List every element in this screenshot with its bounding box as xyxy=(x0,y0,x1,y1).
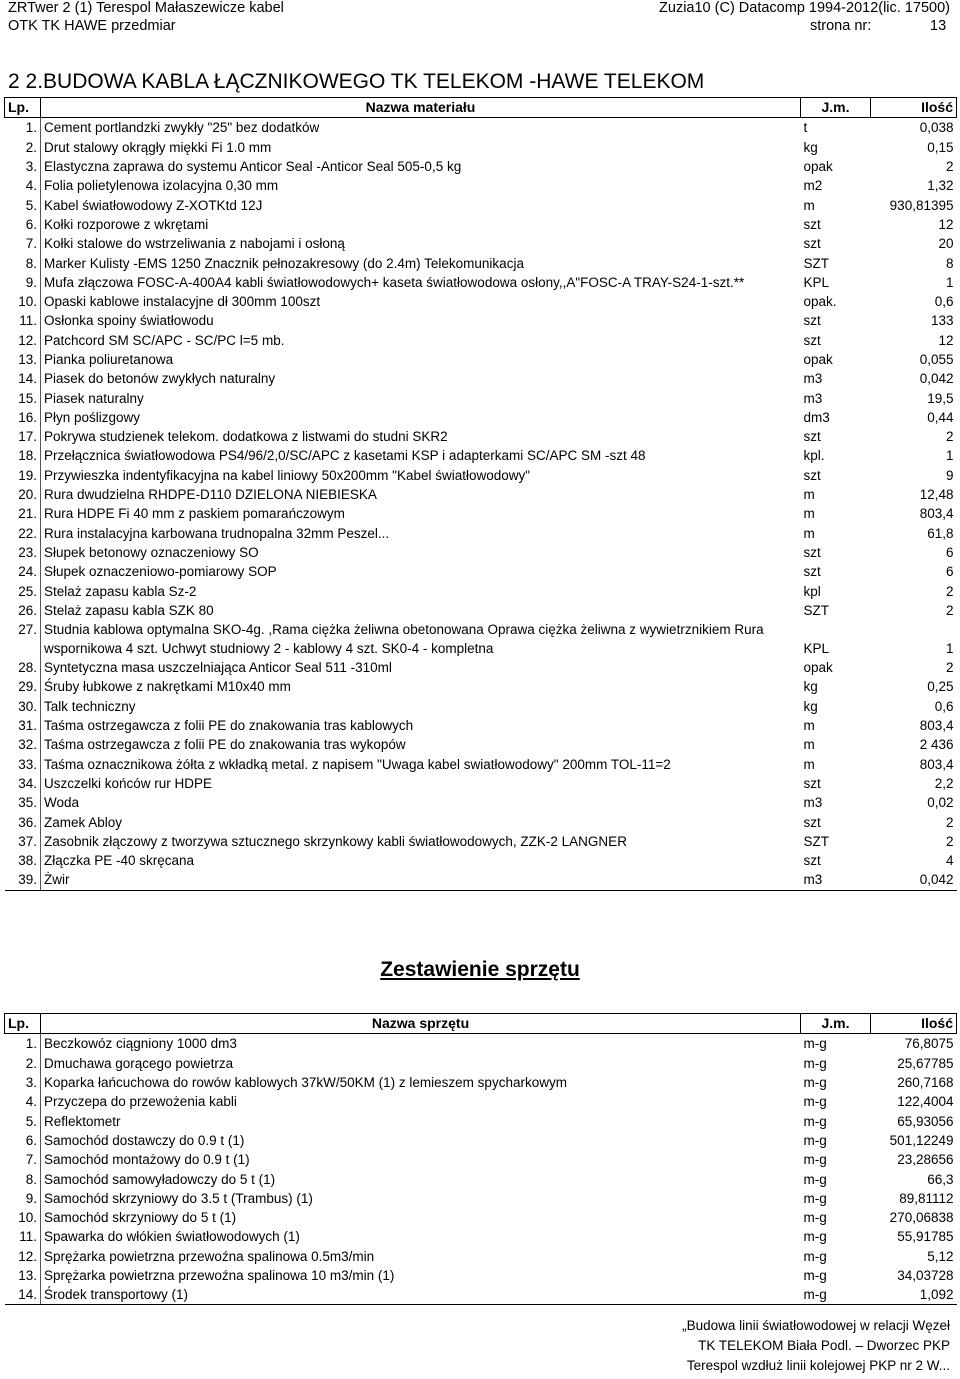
row-number: 22. xyxy=(5,524,41,543)
item-quantity: 6 xyxy=(945,544,954,560)
item-quantity: 25,67785 xyxy=(897,1055,954,1071)
item-quantity: 76,8075 xyxy=(904,1036,954,1052)
item-name: Zasobnik złączowy z tworzywa sztucznego skrzynkowy kabli światłowodowych, ZZK-2 LANGNER xyxy=(44,833,627,849)
item-quantity: 1 xyxy=(945,641,954,657)
item-quantity: 2 xyxy=(945,159,954,175)
header-document-name: OTK TK HAWE przedmiar xyxy=(8,18,176,34)
row-number: 5. xyxy=(5,1111,41,1130)
item-unit: t xyxy=(803,120,808,136)
item-name: Patchcord SM SC/APC - SC/PC l=5 mb. xyxy=(44,332,285,348)
item-name: Kołki rozporowe z wkrętami xyxy=(44,216,209,232)
table-row xyxy=(5,1092,957,1111)
item-unit: szt xyxy=(803,236,821,252)
row-number: 15. xyxy=(5,388,41,407)
item-name: Samochód montażowy do 0.9 t (1) xyxy=(44,1152,250,1168)
equipment-table xyxy=(4,1013,957,1305)
item-unit: m-g xyxy=(803,1229,827,1245)
item-unit: m-g xyxy=(803,1055,827,1071)
item-unit: SZT xyxy=(803,255,829,271)
row-number: 26. xyxy=(5,601,41,620)
item-unit: m xyxy=(803,506,815,522)
item-unit: kpl xyxy=(803,583,821,599)
table-row xyxy=(5,1131,957,1150)
footer-line-1: „Budowa linii światłowodowej w relacji Węzeł xyxy=(682,1318,950,1333)
item-quantity: 65,93056 xyxy=(897,1113,954,1129)
row-number: 27. xyxy=(5,620,41,658)
item-quantity: 23,28656 xyxy=(897,1152,954,1168)
row-number: 31. xyxy=(5,716,41,735)
item-unit: dm3 xyxy=(803,409,830,425)
item-unit: KPL xyxy=(803,641,830,657)
table-row xyxy=(5,215,957,234)
row-number: 1. xyxy=(5,118,41,138)
row-number: 37. xyxy=(5,832,41,851)
item-name: Taśma ostrzegawcza z folii PE do znakowania tras kablowych xyxy=(44,718,414,734)
item-unit: m xyxy=(803,718,815,734)
table-row xyxy=(5,118,957,138)
item-name: Kabel światłowodowy Z-XOTKtd 12J xyxy=(44,197,263,213)
item-quantity: 12,48 xyxy=(919,487,954,503)
item-name: Samochód dostawczy do 0.9 t (1) xyxy=(44,1132,245,1148)
item-unit: opak xyxy=(803,352,833,367)
row-number: 3. xyxy=(5,157,41,176)
table-row xyxy=(5,677,957,696)
item-name: Pokrywa studzienek telekom. dodatkowa z listwami do studni SKR2 xyxy=(44,429,448,445)
column-header-unit: J.m. xyxy=(801,1014,871,1034)
item-quantity: 20 xyxy=(938,236,954,252)
item-name: Rura dwudzielna RHDPE-D110 DZIELONA NIEBIESKA xyxy=(44,487,377,503)
table-row xyxy=(5,273,957,292)
column-header-name: Nazwa sprzętu xyxy=(41,1014,801,1034)
column-header-lp: Lp. xyxy=(5,98,41,118)
section-title: 2 2.BUDOWA KABLA ŁĄCZNIKOWEGO TK TELEKOM -HAWE TELEKOM xyxy=(8,70,705,93)
item-name: Osłonka spoiny światłowodu xyxy=(44,313,214,329)
footer-line-2: TK TELEKOM Biała Podl. – Dworzec PKP xyxy=(698,1338,950,1353)
item-quantity: 0,6 xyxy=(934,294,954,310)
table-row xyxy=(5,1266,957,1285)
item-quantity: 0,042 xyxy=(919,371,954,387)
item-unit: szt xyxy=(803,853,821,869)
item-name: Cement portlandzki zwykły "25" bez dodatków xyxy=(44,120,320,136)
item-name: Przełącznica światłowodowa PS4/96/2,0/SC/APC z kasetami KSP i adapterkami SC/APC SM -szt 48 xyxy=(44,448,646,464)
item-name: Studnia kablowa optymalna SKO-4g. ,Rama ciężka żeliwna obetonowana Oprawa ciężka żeliwna z wywietrznikiem Rura wspornikowa 4 szt. Uchwyt studniowy 2 - kablowy 4 szt. SK0-4 - kompletna xyxy=(44,622,764,657)
item-quantity: 1 xyxy=(945,448,954,464)
item-quantity: 803,4 xyxy=(919,718,954,734)
item-quantity: 0,02 xyxy=(927,795,954,811)
table-row xyxy=(5,1150,957,1169)
item-name: Drut stalowy okrągły miękki Fi 1.0 mm xyxy=(44,139,272,155)
item-unit: m xyxy=(803,197,815,213)
item-name: Opaski kablowe instalacyjne dł 300mm 100szt xyxy=(44,294,321,310)
item-unit: m xyxy=(803,737,815,753)
item-quantity: 0,042 xyxy=(871,870,957,890)
item-quantity: 55,91785 xyxy=(897,1229,954,1245)
table-row xyxy=(5,581,957,600)
row-number: 36. xyxy=(5,812,41,831)
item-quantity: 9 xyxy=(945,467,954,483)
item-name: Folia polietylenowa izolacyjna 0,30 mm xyxy=(44,178,279,194)
row-number: 34. xyxy=(5,774,41,793)
item-unit: m-g xyxy=(803,1113,827,1129)
row-number: 6. xyxy=(5,215,41,234)
item-name: Złączka PE -40 skręcana xyxy=(44,853,195,869)
row-number: 25. xyxy=(5,581,41,600)
item-name: Płyn poślizgowy xyxy=(44,409,141,425)
item-unit: SZT xyxy=(803,602,829,618)
row-number: 39. xyxy=(5,870,41,890)
row-number: 6. xyxy=(5,1131,41,1150)
item-quantity: 1,092 xyxy=(871,1285,957,1305)
row-number: 1. xyxy=(5,1034,41,1054)
item-unit: m3 xyxy=(803,795,823,811)
item-unit: m-g xyxy=(803,1171,827,1187)
item-name: Kołki stalowe do wstrzeliwania z nabojami i osłoną xyxy=(44,236,345,252)
item-quantity: 5,12 xyxy=(927,1248,954,1264)
table-row xyxy=(5,388,957,407)
item-name: Śruby łubkowe z nakrętkami M10x40 mm xyxy=(44,679,291,695)
row-number: 29. xyxy=(5,677,41,696)
table-row xyxy=(5,1073,957,1092)
table-row xyxy=(5,735,957,754)
table-row xyxy=(5,234,957,253)
header-page-label: strona nr: xyxy=(810,18,872,34)
table-row xyxy=(5,1189,957,1208)
item-name: Talk techniczny xyxy=(44,698,136,714)
item-quantity: 2 xyxy=(945,602,954,618)
item-unit: kpl. xyxy=(803,448,825,464)
item-quantity: 803,4 xyxy=(919,756,954,772)
row-number: 12. xyxy=(5,331,41,350)
item-quantity: 133 xyxy=(930,313,954,329)
table-row xyxy=(5,446,957,465)
item-quantity: 2 xyxy=(945,833,954,849)
row-number: 4. xyxy=(5,1092,41,1111)
item-unit: szt xyxy=(803,564,821,580)
item-name: Taśma oznacznikowa żółta z wkładką metal. z napisem "Uwaga kabel swiatłowodowy" 200mm TOL-11=2 xyxy=(44,756,671,772)
item-name: Samochód skrzyniowy do 3.5 t (Trambus) (1) xyxy=(44,1190,313,1206)
table-row xyxy=(5,427,957,446)
item-unit: m-g xyxy=(801,1285,871,1305)
item-quantity: 12 xyxy=(938,216,954,232)
item-unit: szt xyxy=(803,216,821,232)
item-name: Samochód samowyładowczy do 5 t (1) xyxy=(44,1171,276,1187)
table-row xyxy=(5,1034,957,1054)
table-row xyxy=(5,157,957,176)
row-number: 18. xyxy=(5,446,41,465)
item-quantity: 66,3 xyxy=(927,1171,954,1187)
row-number: 23. xyxy=(5,543,41,562)
row-number: 9. xyxy=(5,1189,41,1208)
row-number: 35. xyxy=(5,793,41,812)
item-name: Środek transportowy (1) xyxy=(41,1285,801,1305)
item-name: Elastyczna zaprawa do systemu Anticor Seal -Anticor Seal 505-0,5 kg xyxy=(44,159,462,175)
table-row xyxy=(5,253,957,272)
item-unit: szt xyxy=(803,332,821,348)
item-quantity: 122,4004 xyxy=(897,1094,954,1110)
row-number: 2. xyxy=(5,1054,41,1073)
table-row xyxy=(5,851,957,870)
item-name: Piasek do betonów zwykłych naturalny xyxy=(44,371,276,387)
item-unit: szt xyxy=(803,814,821,830)
item-name: Rura instalacyjna karbowana trudnopalna 32mm Peszel... xyxy=(44,525,390,541)
item-unit: m-g xyxy=(803,1094,827,1110)
table-row xyxy=(5,1169,957,1188)
item-quantity: 501,12249 xyxy=(889,1132,954,1148)
table-row xyxy=(5,331,957,350)
table-row xyxy=(5,562,957,581)
row-number: 24. xyxy=(5,562,41,581)
table-row xyxy=(5,408,957,427)
row-number: 7. xyxy=(5,1150,41,1169)
item-name: Przyczepa do przewożenia kabli xyxy=(44,1094,237,1110)
item-name: Słupek betonowy oznaczeniowy SO xyxy=(44,544,259,560)
column-header-lp: Lp. xyxy=(5,1014,41,1034)
table-row xyxy=(5,832,957,851)
item-unit: m-g xyxy=(803,1210,827,1226)
row-number: 28. xyxy=(5,658,41,677)
item-unit: m3 xyxy=(803,371,823,387)
equipment-title: Zestawienie sprzętu xyxy=(380,958,580,981)
row-number: 11. xyxy=(5,311,41,330)
item-unit: szt xyxy=(803,313,821,329)
row-number: 2. xyxy=(5,138,41,157)
table-row xyxy=(5,176,957,195)
item-quantity: 0,15 xyxy=(927,139,954,155)
item-quantity: 61,8 xyxy=(927,525,954,541)
table-row xyxy=(5,292,957,311)
table-row xyxy=(5,1111,957,1130)
table-row xyxy=(5,504,957,523)
item-unit: m-g xyxy=(803,1075,827,1091)
item-quantity: 12 xyxy=(938,332,954,348)
table-row xyxy=(5,1285,957,1305)
equipment-header-row xyxy=(5,1014,957,1034)
item-unit: m xyxy=(803,756,815,772)
item-quantity: 0,055 xyxy=(919,352,954,367)
item-name: Beczkowóz ciągniony 1000 dm3 xyxy=(44,1036,237,1052)
item-unit: kg xyxy=(803,679,818,695)
table-row xyxy=(5,601,957,620)
item-unit: m-g xyxy=(803,1190,827,1206)
item-name: Syntetyczna masa uszczelniająca Anticor Seal 511 -310ml xyxy=(44,660,392,676)
item-unit: m xyxy=(803,525,815,541)
item-quantity: 19,5 xyxy=(927,390,954,406)
item-name: Taśma ostrzegawcza z folii PE do znakowania tras wykopów xyxy=(44,737,406,753)
row-number: 12. xyxy=(5,1247,41,1266)
row-number: 14. xyxy=(5,1285,41,1305)
item-unit: m-g xyxy=(803,1152,827,1168)
item-quantity: 1 xyxy=(945,274,954,290)
item-unit: m xyxy=(803,487,815,503)
item-quantity: 0,038 xyxy=(919,120,954,136)
item-quantity: 270,06838 xyxy=(889,1210,954,1226)
item-name: Pianka poliuretanowa xyxy=(44,352,174,367)
row-number: 13. xyxy=(5,1266,41,1285)
item-name: Żwir xyxy=(41,870,801,890)
row-number: 30. xyxy=(5,697,41,716)
item-unit: m3 xyxy=(801,870,871,890)
row-number: 8. xyxy=(5,253,41,272)
row-number: 3. xyxy=(5,1073,41,1092)
row-number: 5. xyxy=(5,195,41,214)
item-quantity: 260,7168 xyxy=(897,1075,954,1091)
item-unit: m3 xyxy=(803,390,823,406)
item-name: Woda xyxy=(44,795,80,811)
item-quantity: 930,81395 xyxy=(889,197,954,213)
item-name: Koparka łańcuchowa do rowów kablowych 37kW/50KM (1) z lemieszem spycharkowym xyxy=(44,1075,567,1091)
item-quantity: 0,25 xyxy=(927,679,954,695)
item-name: Sprężarka powietrzna przewoźna spalinowa 10 m3/min (1) xyxy=(44,1268,395,1283)
item-name: Piasek naturalny xyxy=(44,390,144,406)
row-number: 8. xyxy=(5,1169,41,1188)
table-row xyxy=(5,138,957,157)
item-name: Przywieszka indentyfikacyjna na kabel liniowy 50x200mm "Kabel światłowodowy" xyxy=(44,467,531,483)
table-row xyxy=(5,1208,957,1227)
row-number: 38. xyxy=(5,851,41,870)
item-quantity: 2 xyxy=(945,814,954,830)
row-number: 14. xyxy=(5,369,41,388)
item-quantity: 803,4 xyxy=(919,506,954,522)
item-unit: kg xyxy=(803,698,818,714)
table-row xyxy=(5,1227,957,1246)
item-quantity: 0,44 xyxy=(927,409,954,425)
column-header-qty: Ilość xyxy=(871,98,957,118)
item-quantity: 2,2 xyxy=(934,775,954,791)
table-row xyxy=(5,195,957,214)
item-quantity: 0,6 xyxy=(934,698,954,714)
item-name: Rura HDPE Fi 40 mm z paskiem pomarańczowym xyxy=(44,506,345,522)
item-quantity: 1,32 xyxy=(927,178,954,194)
column-header-qty: Ilość xyxy=(871,1014,957,1034)
table-row xyxy=(5,755,957,774)
table-row xyxy=(5,311,957,330)
header-file-name: ZRTwer 2 (1) Terespol Małaszewicze kabel xyxy=(8,0,284,16)
header-software-info: Zuzia10 (C) Datacomp 1994-2012(lic. 17500) xyxy=(659,0,950,16)
row-number: 4. xyxy=(5,176,41,195)
table-row xyxy=(5,812,957,831)
item-unit: m-g xyxy=(803,1248,827,1264)
item-unit: KPL xyxy=(803,274,830,290)
item-quantity: 2 xyxy=(945,660,954,676)
table-row xyxy=(5,1054,957,1073)
item-unit: szt xyxy=(803,775,821,791)
row-number: 17. xyxy=(5,427,41,446)
item-unit: m-g xyxy=(803,1036,827,1052)
item-name: Zamek Abloy xyxy=(44,814,123,830)
item-unit: kg xyxy=(803,139,818,155)
item-unit: szt xyxy=(803,544,821,560)
table-row xyxy=(5,524,957,543)
item-name: Dmuchawa gorącego powietrza xyxy=(44,1055,234,1071)
row-number: 10. xyxy=(5,292,41,311)
table-row xyxy=(5,485,957,504)
item-unit: m-g xyxy=(803,1132,827,1148)
row-number: 21. xyxy=(5,504,41,523)
row-number: 10. xyxy=(5,1208,41,1227)
item-quantity: 2 xyxy=(945,429,954,445)
table-row xyxy=(5,774,957,793)
row-number: 33. xyxy=(5,755,41,774)
row-number: 32. xyxy=(5,735,41,754)
table-row xyxy=(5,369,957,388)
item-name: Stelaż zapasu kabla SZK 80 xyxy=(44,602,214,618)
column-header-unit: J.m. xyxy=(801,98,871,118)
row-number: 11. xyxy=(5,1227,41,1246)
item-unit: szt xyxy=(803,429,821,445)
row-number: 9. xyxy=(5,273,41,292)
item-quantity: 4 xyxy=(945,853,954,869)
row-number: 7. xyxy=(5,234,41,253)
table-row xyxy=(5,716,957,735)
item-quantity: 2 436 xyxy=(919,737,954,753)
row-number: 20. xyxy=(5,485,41,504)
item-quantity: 2 xyxy=(945,583,954,599)
table-row xyxy=(5,697,957,716)
item-name: Uszczelki końców rur HDPE xyxy=(44,775,213,791)
table-row xyxy=(5,1247,957,1266)
item-name: Samochód skrzyniowy do 5 t (1) xyxy=(44,1210,237,1226)
table-row xyxy=(5,543,957,562)
item-unit: opak xyxy=(803,159,833,175)
table-row xyxy=(5,350,957,369)
table-row xyxy=(5,466,957,485)
column-header-name: Nazwa materiału xyxy=(41,98,801,118)
item-name: Sprężarka powietrzna przewoźna spalinowa 0.5m3/min xyxy=(44,1248,375,1264)
table-row xyxy=(5,870,957,890)
item-name: Stelaż zapasu kabla Sz-2 xyxy=(44,583,197,599)
table-row xyxy=(5,658,957,677)
item-name: Marker Kulisty -EMS 1250 Znacznik pełnozakresowy (do 2.4m) Telekomunikacja xyxy=(44,255,524,271)
item-name: Słupek oznaczeniowo-pomiarowy SOP xyxy=(44,564,277,580)
table-row xyxy=(5,793,957,812)
footer-line-3: Terespol wzdłuż linii kolejowej PKP nr 2 W... xyxy=(686,1358,950,1373)
item-name: Reflektometr xyxy=(44,1113,121,1129)
item-name: Spawarka do włókien światłowodowych (1) xyxy=(44,1229,300,1245)
item-name: Mufa złączowa FOSC-A-400A4 kabli światłowodowych+ kaseta światłowodowa osłony,,A"FOSC-A TRAY-S24-1-szt.** xyxy=(44,274,745,290)
item-unit: m2 xyxy=(803,178,823,194)
item-quantity: 34,03728 xyxy=(897,1268,954,1283)
header-page-number: 13 xyxy=(930,18,947,34)
row-number: 19. xyxy=(5,466,41,485)
item-unit: m-g xyxy=(803,1268,827,1283)
materials-header-row xyxy=(5,98,957,118)
materials-table xyxy=(4,97,957,891)
table-row xyxy=(5,620,957,658)
row-number: 13. xyxy=(5,350,41,369)
item-unit: opak. xyxy=(803,294,837,310)
row-number: 16. xyxy=(5,408,41,427)
item-quantity: 6 xyxy=(945,564,954,580)
item-quantity: 8 xyxy=(945,255,954,271)
item-quantity: 89,81112 xyxy=(899,1190,954,1206)
item-unit: opak xyxy=(803,660,833,676)
item-unit: szt xyxy=(803,467,821,483)
item-unit: SZT xyxy=(803,833,829,849)
